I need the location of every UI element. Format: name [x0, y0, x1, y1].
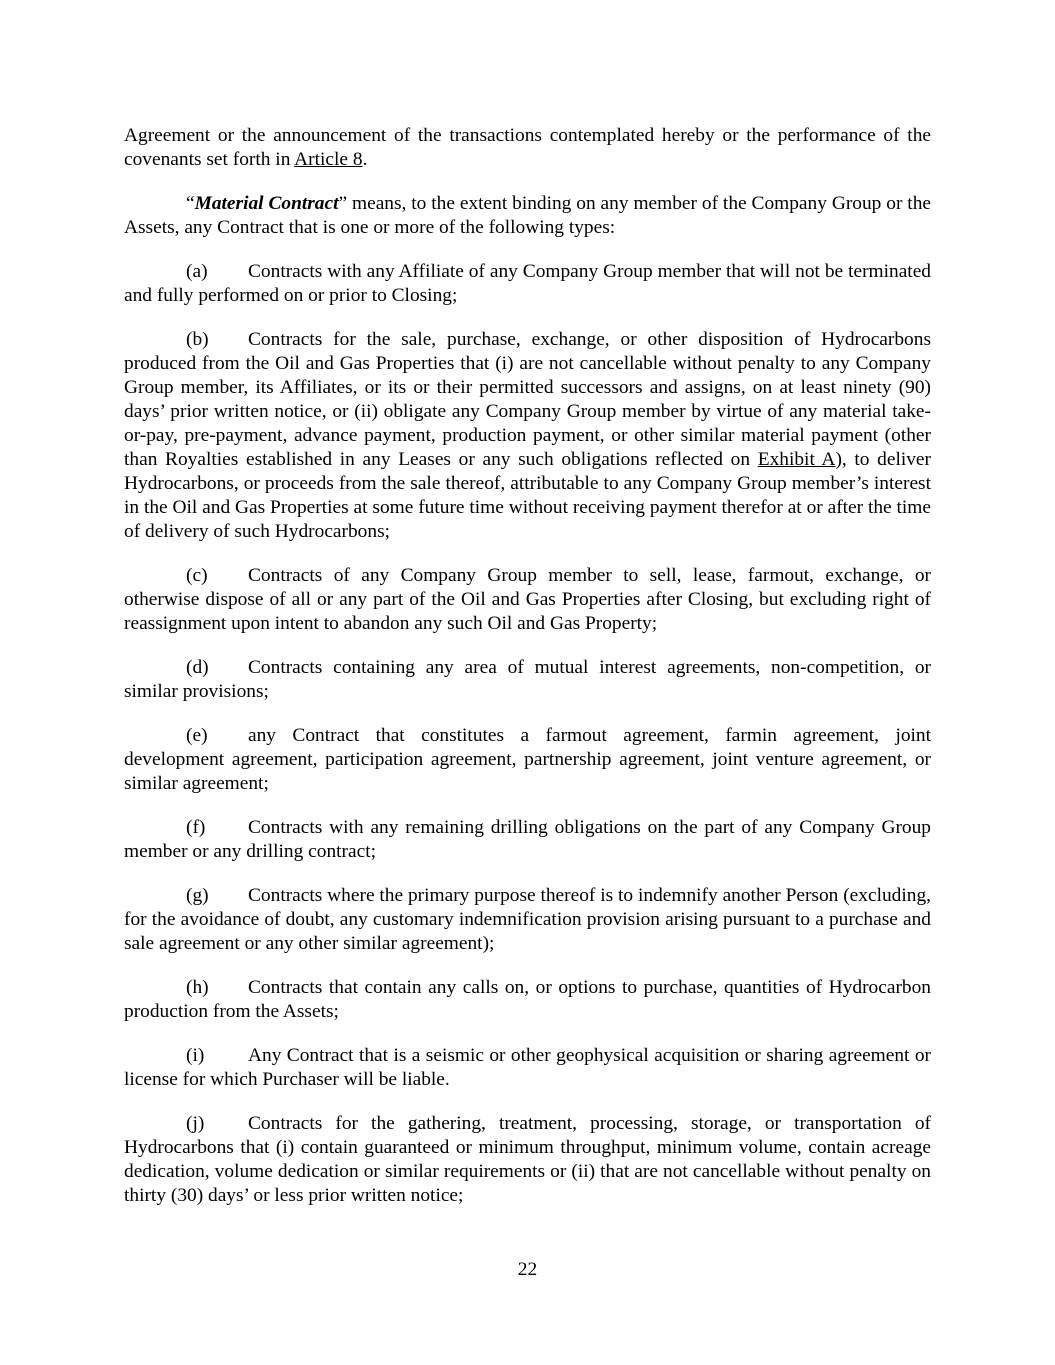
list-item-j	[124, 1112, 931, 1208]
intro-text-end: .	[362, 148, 368, 170]
page-number: 22	[517, 1259, 538, 1280]
list-item-c	[124, 564, 931, 636]
item-label: (d)	[186, 656, 209, 678]
list-item-i	[124, 1044, 931, 1092]
definition-open-quote: “	[186, 193, 195, 215]
list-item-d	[124, 656, 931, 704]
list-item-g	[124, 884, 931, 956]
item-label: (e)	[186, 724, 208, 746]
item-label: (g)	[186, 885, 209, 907]
definition-paragraph	[124, 192, 931, 240]
item-text: Contracts for the sale, purchase, exchange, or other disposition of Hydrocarbons produced from the Oil and Gas Properties that (i) are not cancellable without penalty to any Company Group member, its Affiliates, or its or their permitted successors and assigns, on at least ninety (90) days’ prior written notice, or (ii) obligate any Company Group member by virtue of any material take-or-pay, pre-payment, advance payment, production payment, or other similar material payment (other than Royalties established in any Leases or any such obligations reflected on	[124, 329, 931, 470]
item-label: (a)	[186, 261, 208, 283]
document-body	[124, 124, 931, 1228]
item-text: Any Contract that is a seismic or other geophysical acquisition or sharing agreement or license for which Purchaser will be liable.	[124, 1045, 931, 1091]
item-text: any Contract that constitutes a farmout agreement, farmin agreement, joint development agreement, participation agreement, partnership agreement, joint venture agreement, or similar agreement;	[124, 724, 931, 794]
item-text: Contracts for the gathering, treatment, processing, storage, or transportation of Hydrocarbons that (i) contain guaranteed or minimum throughput, minimum volume, contain acreage dedication, volume dedication or similar requirements or (ii) that are not cancellable without penalty on thirty (30) days’ or less prior written notice;	[124, 1113, 931, 1206]
item-text: Contracts containing any area of mutual interest agreements, non-competition, or similar provisions;	[124, 656, 931, 702]
defined-term: Material Contract	[194, 193, 339, 215]
item-label: (j)	[186, 1113, 205, 1135]
item-label: (b)	[186, 329, 209, 351]
intro-paragraph	[124, 124, 931, 172]
exhibit-reference: Exhibit A	[757, 448, 836, 470]
item-label: (h)	[186, 977, 209, 999]
item-label: (c)	[186, 564, 208, 586]
item-text: Contracts that contain any calls on, or options to purchase, quantities of Hydrocarbon production from the Assets;	[124, 977, 931, 1022]
item-text: Contracts with any Affiliate of any Company Group member that will not be terminated and fully performed on or prior to Closing;	[124, 261, 931, 307]
list-item-f	[124, 816, 931, 864]
list-item-e	[124, 724, 931, 796]
item-text: Contracts of any Company Group member to sell, lease, farmout, exchange, or otherwise dispose of all or any part of the Oil and Gas Properties after Closing, but excluding right of reassignment upon intent to abandon any such Oil and Gas Property;	[124, 564, 931, 634]
item-label: (f)	[186, 816, 206, 838]
item-text-end: ), to deliver Hydrocarbons, or proceeds from the sale thereof, attributable to any Company Group member’s interest in the Oil and Gas Properties at some future time without receiving payment therefor at or after the time of delivery of such Hydrocarbons;	[124, 448, 931, 542]
list-item-b	[124, 328, 931, 543]
definition-text: ” means, to the extent binding on any member of the Company Group or the Assets, any Contract that is one or more of the following types:	[124, 193, 931, 239]
item-text: Contracts with any remaining drilling obligations on the part of any Company Group member or any drilling contract;	[124, 816, 931, 862]
item-text: Contracts where the primary purpose thereof is to indemnify another Person (excluding, for the avoidance of doubt, any customary indemnification provision arising pursuant to a purchase and sale agreement or any other similar agreement);	[124, 885, 931, 954]
item-label: (i)	[186, 1045, 205, 1067]
list-item-a	[124, 260, 931, 308]
intro-text: Agreement or the announcement of the transactions contemplated hereby or the performance of the covenants set forth in	[124, 125, 931, 170]
article-reference: Article 8	[294, 148, 363, 170]
list-item-h	[124, 976, 931, 1024]
